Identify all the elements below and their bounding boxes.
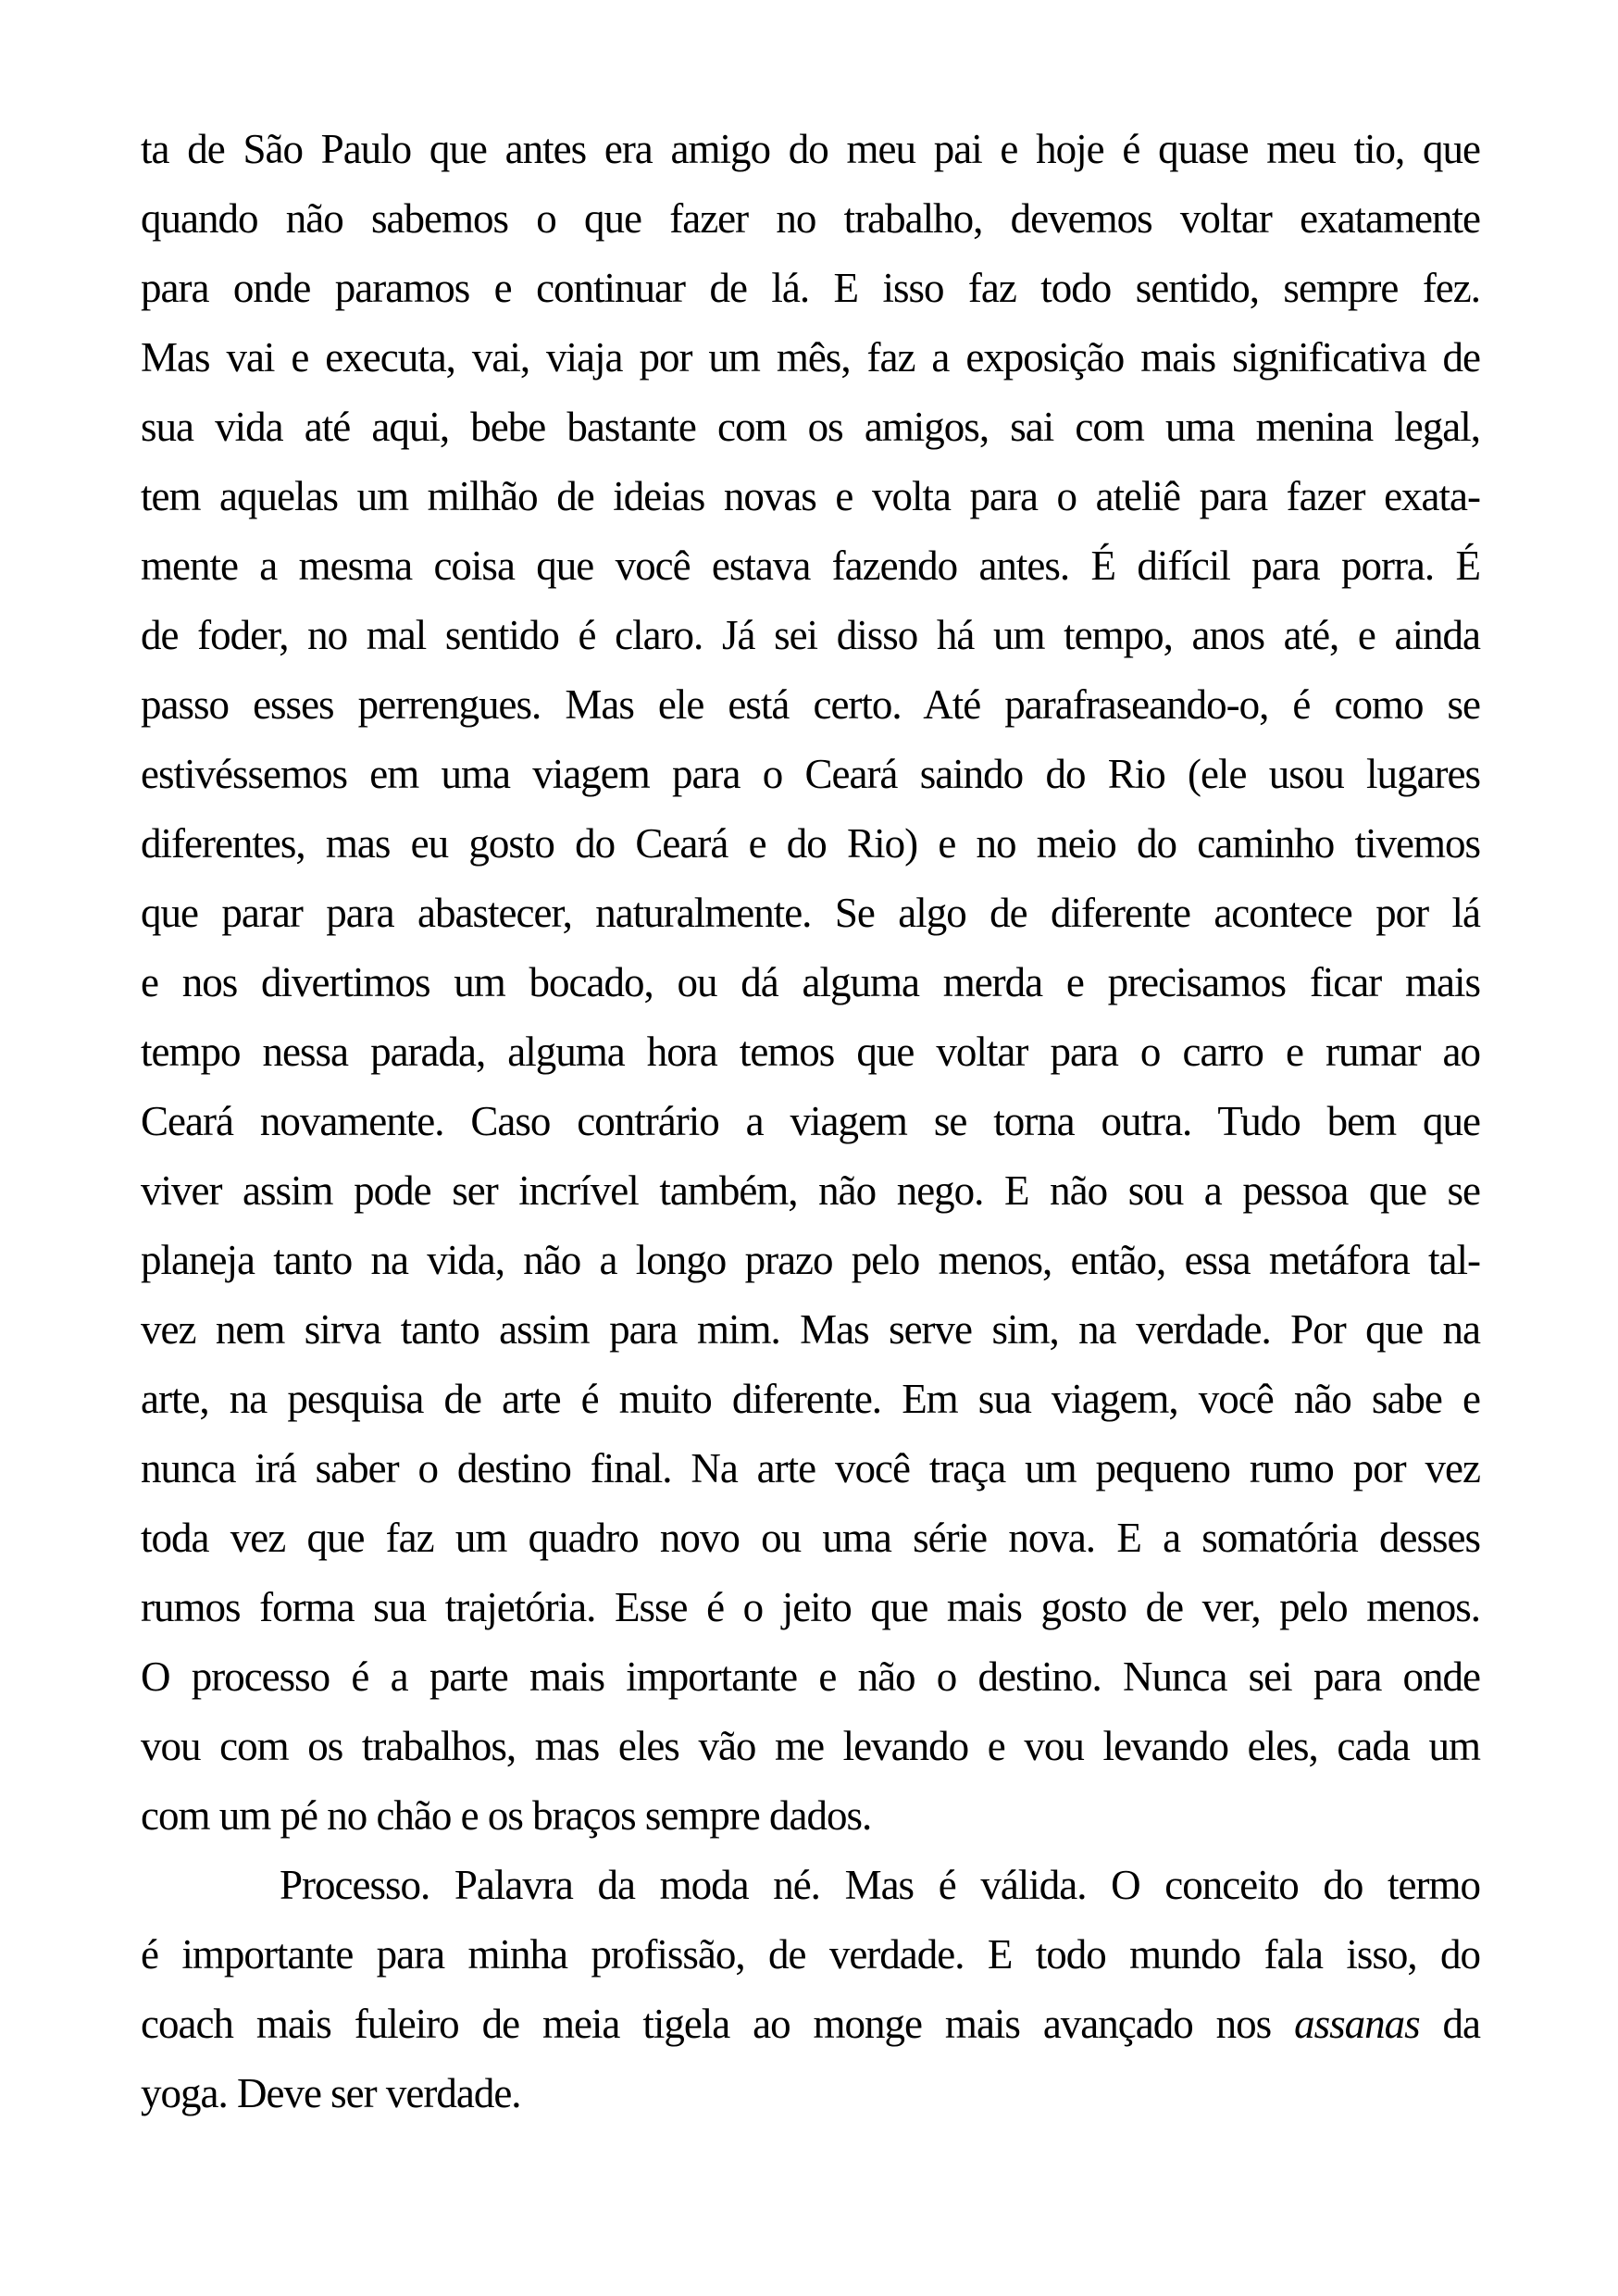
text-segment: e nos divertimos um bocado, ou dá alguma merda e precisamos ficar mais: [141, 959, 1480, 1005]
text-segment: O processo é a parte mais importante e não o destino. Nunca sei para onde: [141, 1653, 1480, 1700]
text-segment: rumos forma sua trajetória. Esse é o jeito que mais gosto de ver, pelo menos.: [141, 1584, 1480, 1630]
text-segment: tem aquelas um milhão de ideias novas e volta para o ateliê para fazer exata-: [141, 473, 1480, 519]
text-segment: de foder, no mal sentido é claro. Já sei disso há um tempo, anos até, e ainda: [141, 612, 1480, 658]
text-line: [141, 323, 1480, 393]
text-segment: quando não sabemos o que fazer no trabalho, devemos voltar exatamente: [141, 195, 1480, 242]
text-line: [141, 1851, 1480, 1920]
text-segment: nunca irá saber o destino final. Na arte você traça um pequeno rumo por vez: [141, 1445, 1480, 1491]
text-segment: coach mais fuleiro de meia tigela ao monge mais avançado nos: [141, 2001, 1295, 2047]
text-line: [141, 254, 1480, 323]
text-segment: Processo. Palavra da moda né. Mas é válida. O conceito do termo: [280, 1862, 1480, 1908]
italic-text: assanas: [1294, 2001, 1420, 2047]
text-segment: sua vida até aqui, bebe bastante com os amigos, sai com uma menina legal,: [141, 404, 1480, 450]
text-line: [141, 1017, 1480, 1087]
body-text: [141, 115, 1480, 2128]
text-line: [141, 1573, 1480, 1642]
text-line: [141, 531, 1480, 601]
text-segment: da: [1419, 2001, 1480, 2047]
text-segment: que parar para abastecer, naturalmente. Se algo de diferente acontece por lá: [141, 890, 1480, 936]
text-segment: yoga. Deve ser verdade.: [141, 2070, 521, 2116]
text-segment: mente a mesma coisa que você estava fazendo antes. É difícil para porra. É: [141, 543, 1480, 589]
text-segment: tempo nessa parada, alguma hora temos que voltar para o carro e rumar ao: [141, 1029, 1480, 1075]
text-line: [141, 1226, 1480, 1295]
text-line: [141, 670, 1480, 740]
text-line: [141, 1781, 1480, 1851]
text-line: [141, 879, 1480, 948]
text-line: [141, 1295, 1480, 1365]
text-line: [141, 1504, 1480, 1573]
text-line: [141, 184, 1480, 254]
text-segment: arte, na pesquisa de arte é muito diferente. Em sua viagem, você não sabe e: [141, 1376, 1480, 1422]
text-line: [141, 2059, 1480, 2128]
text-segment: estivéssemos em uma viagem para o Ceará saindo do Rio (ele usou lugares: [141, 751, 1480, 797]
text-line: [141, 462, 1480, 531]
text-line: [141, 1920, 1480, 1990]
text-segment: para onde paramos e continuar de lá. E isso faz todo sentido, sempre fez.: [141, 265, 1480, 311]
text-line: [141, 115, 1480, 184]
text-segment: é importante para minha profissão, de verdade. E todo mundo fala isso, do: [141, 1931, 1480, 1978]
text-line: [141, 1156, 1480, 1226]
text-line: [141, 809, 1480, 879]
text-segment: planeja tanto na vida, não a longo prazo pelo menos, então, essa metáfora tal-: [141, 1237, 1480, 1283]
text-line: [141, 1712, 1480, 1781]
text-line: [141, 1365, 1480, 1434]
text-line: [141, 1642, 1480, 1712]
text-segment: viver assim pode ser incrível também, não nego. E não sou a pessoa que se: [141, 1167, 1480, 1214]
text-segment: com um pé no chão e os braços sempre dados.: [141, 1792, 872, 1839]
text-segment: vou com os trabalhos, mas eles vão me levando e vou levando eles, cada um: [141, 1723, 1480, 1769]
text-segment: vez nem sirva tanto assim para mim. Mas serve sim, na verdade. Por que na: [141, 1306, 1480, 1353]
text-line: [141, 1990, 1480, 2059]
text-segment: Ceará novamente. Caso contrário a viagem se torna outra. Tudo bem que: [141, 1098, 1480, 1144]
text-line: [141, 740, 1480, 809]
text-segment: diferentes, mas eu gosto do Ceará e do Rio) e no meio do caminho tivemos: [141, 820, 1480, 867]
text-line: [141, 948, 1480, 1017]
text-segment: passo esses perrengues. Mas ele está certo. Até parafraseando-o, é como se: [141, 681, 1480, 728]
text-line: [141, 1434, 1480, 1504]
text-segment: Mas vai e executa, vai, viaja por um mês, faz a exposição mais significativa de: [141, 334, 1480, 381]
text-line: [141, 393, 1480, 462]
text-line: [141, 1087, 1480, 1156]
text-line: [141, 601, 1480, 670]
text-segment: ta de São Paulo que antes era amigo do meu pai e hoje é quase meu tio, que: [141, 126, 1480, 172]
text-segment: toda vez que faz um quadro novo ou uma série nova. E a somatória desses: [141, 1515, 1480, 1561]
